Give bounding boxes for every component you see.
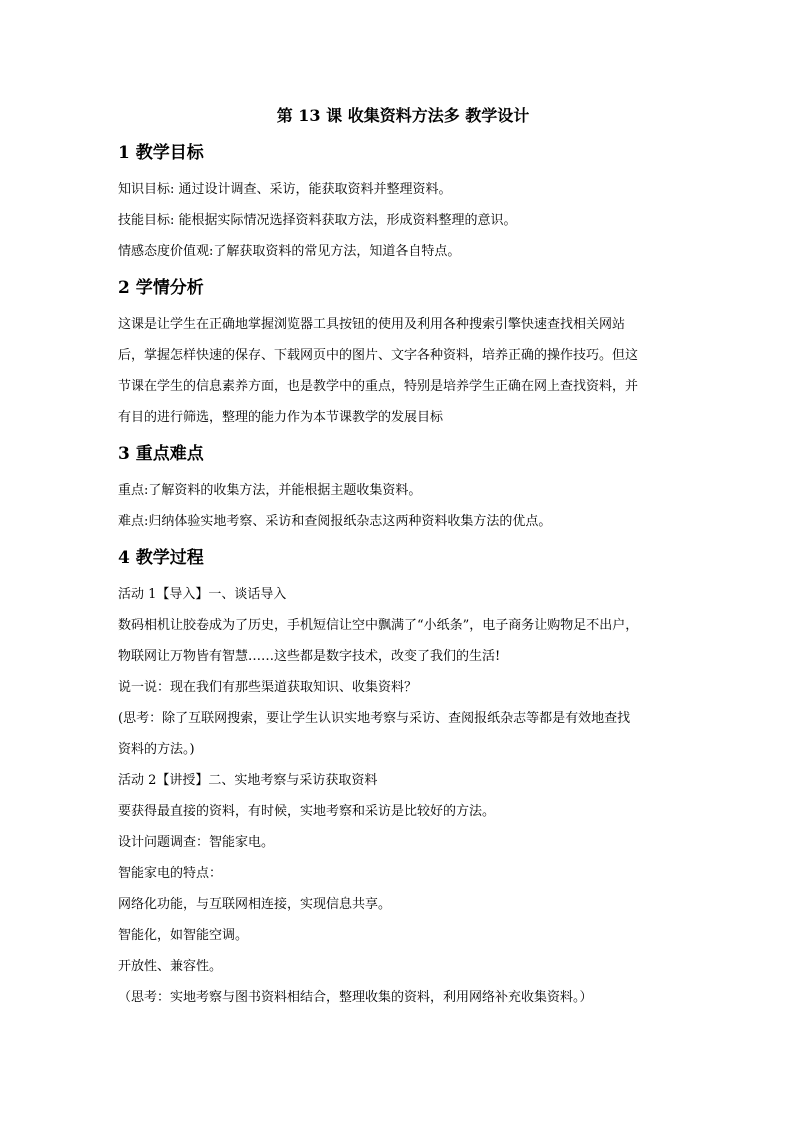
paragraph-line: 说一说：现在我们有那些渠道获取知识、收集资料？ (118, 680, 418, 695)
paragraph-line: 重点:了解资料的收集方法，并能根据主题收集资料。 (118, 483, 422, 498)
paragraph-line: 物联网让万物皆有智慧……这些都是数字技术，改变了我们的生活! (118, 649, 501, 664)
paragraph-line: 开放性、兼容性。 (118, 959, 223, 974)
document-page (118, 100, 678, 1013)
paragraph-line: （思考：实地考察与图书资料相结合，整理收集的资料，利用网络补充收集资料。） (118, 990, 593, 1005)
paragraph-line: 技能目标: 能根据实际情况选择资料获取方法，形成资料整理的意识。 (118, 213, 517, 228)
section-objectives (118, 132, 678, 267)
section-heading: 3 重点难点 (118, 444, 204, 464)
paragraph-line: 资料的方法。) (118, 742, 195, 757)
paragraph-line: 要获得最直接的资料，有时候，实地考察和采访是比较好的方法。 (118, 804, 496, 819)
paragraph-line: 设计问题调查：智能家电。 (118, 835, 275, 850)
paragraph-line: 知识目标: 通过设计调查、采访，能获取资料并整理资料。 (118, 182, 452, 197)
section-heading: 1 教学目标 (118, 143, 204, 163)
document-title: 第 13 课 收集资料方法多 教学设计 (276, 106, 530, 125)
section-analysis (118, 267, 678, 433)
paragraph-line: 活动 2【讲授】二、实地考察与采访获取资料 (118, 773, 378, 788)
section-key-points (118, 433, 678, 537)
paragraph-line: 智能化，如智能空调。 (118, 928, 249, 943)
paragraph-line: (思考：除了互联网搜索，要让学生认识实地考察与采访、查阅报纸杂志等都是有效地查找 (118, 711, 631, 726)
paragraph-line: 情感态度价值观:了解获取资料的常见方法，知道各自特点。 (118, 244, 461, 259)
paragraph-line: 节课在学生的信息素养方面，也是教学中的重点，特别是培养学生正确在网上查找资料，并 (118, 379, 639, 394)
paragraph-line: 难点:归纳体验实地考察、采访和查阅报纸杂志这两种资料收集方法的优点。 (118, 514, 552, 529)
paragraph-line: 智能家电的特点： (118, 866, 223, 881)
section-heading: 2 学情分析 (118, 278, 204, 298)
section-heading: 4 教学过程 (118, 548, 204, 568)
paragraph-line: 后，掌握怎样快速的保存、下载网页中的图片、文字各种资料，培养正确的操作技巧。但这 (118, 348, 639, 363)
paragraph-line: 这课是让学生在正确地掌握浏览器工具按钮的使用及利用各种搜索引擎快速查找相关网站 (118, 317, 626, 332)
paragraph-line: 活动 1【导入】一、谈话导入 (118, 587, 287, 602)
paragraph-line: 网络化功能，与互联网相连接，实现信息共享。 (118, 897, 392, 912)
paragraph-line: 有目的进行筛选，整理的能力作为本节课教学的发展目标 (118, 410, 444, 425)
section-process (118, 537, 678, 1013)
paragraph-line: 数码相机让胶卷成为了历史，手机短信让空中飘满了“小纸条”，电子商务让购物足不出户， (118, 618, 639, 633)
